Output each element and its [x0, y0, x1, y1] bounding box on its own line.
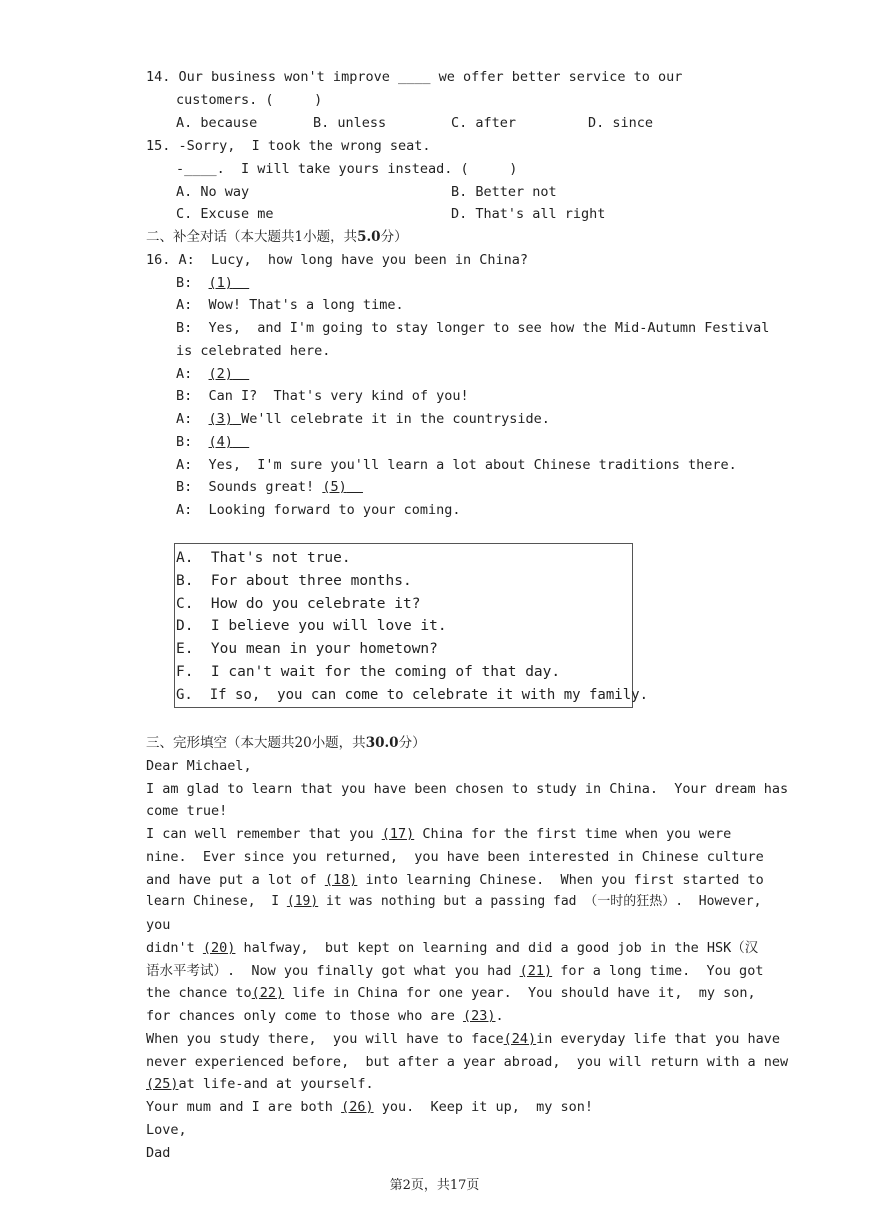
- blank-1: (1): [208, 275, 233, 291]
- q14-line2: customers. ( ): [176, 92, 323, 108]
- letter-line-3: I can well remember that you (17) China for the first time when you were: [146, 826, 732, 842]
- section2-heading: 二、补全对话（本大题共1小题，共5.0分）: [146, 229, 408, 245]
- dialogue-line-a2: A: Wow! That's a long time.: [176, 297, 404, 313]
- letter-line-14: (25)at life-and at yourself.: [146, 1076, 374, 1092]
- q15-line1: 15. -Sorry, I took the wrong seat.: [146, 138, 431, 154]
- blank-19: (19): [286, 894, 319, 909]
- option-f: F. I can't wait for the coming of that day.: [176, 664, 561, 680]
- letter-signature: Dad: [146, 1145, 171, 1161]
- letter-line-12: When you study there, you will have to face(24)in everyday life that you have: [146, 1031, 780, 1047]
- letter-line-11: for chances only come to those who are (23).: [146, 1008, 504, 1024]
- blank-20: (20): [202, 940, 236, 956]
- letter-closing: Love,: [146, 1122, 187, 1138]
- q14-option-b: B. unless: [313, 115, 387, 131]
- dialogue-line-a3: A: (2): [176, 366, 233, 382]
- q15-line2: -____. I will take yours instead. ( ): [176, 161, 518, 177]
- letter-greeting: Dear Michael,: [146, 758, 252, 774]
- dialogue-line-b1: B: (1): [176, 275, 233, 291]
- dialogue-line-a6: A: Looking forward to your coming.: [176, 502, 461, 518]
- letter-line-7: you: [146, 917, 171, 933]
- dialogue-line-b2a: B: Yes, and I'm going to stay longer to see how the Mid-Autumn Festival: [176, 320, 770, 336]
- dialogue-line-b4: B: (4): [176, 434, 233, 450]
- letter-line-15: Your mum and I are both (26) you. Keep it up, my son!: [146, 1099, 594, 1115]
- blank-17: (17): [381, 826, 415, 842]
- dialogue-line-b2b: is celebrated here.: [176, 343, 331, 359]
- option-g: G. If so, you can come to celebrate it with my family.: [176, 687, 649, 703]
- letter-line-13: never experienced before, but after a year abroad, you will return with a new: [146, 1054, 789, 1070]
- letter-line-1: I am glad to learn that you have been chosen to study in China. Your dream has: [146, 781, 789, 797]
- letter-line-9: 语水平考试）. Now you finally got what you had (21) for a long time. You got: [146, 963, 764, 979]
- option-a: A. That's not true.: [176, 550, 351, 566]
- blank-22: (22): [251, 985, 285, 1001]
- letter-line-4: nine. Ever since you returned, you have been interested in Chinese culture: [146, 849, 764, 865]
- blank-25: (25): [146, 1076, 179, 1092]
- blank-21: (21): [519, 963, 553, 979]
- option-d: D. I believe you will love it.: [176, 618, 447, 634]
- letter-line-5: and have put a lot of (18) into learning Chinese. When you first started to: [146, 872, 764, 888]
- q15-option-a: A. No way: [176, 184, 250, 200]
- option-b: B. For about three months.: [176, 573, 412, 589]
- blank-4: (4): [208, 434, 233, 450]
- letter-line-8: didn't (20) halfway, but kept on learning and did a good job in the HSK（汉: [146, 940, 759, 956]
- blank-3: (3): [208, 411, 233, 427]
- option-e: E. You mean in your hometown?: [176, 641, 438, 657]
- q14-option-a: A. because: [176, 115, 258, 131]
- q14-line1: 14. Our business won't improve ____ we offer better service to our: [146, 69, 683, 85]
- q15-option-c: C. Excuse me: [176, 206, 274, 222]
- q14-option-c: C. after: [451, 115, 517, 131]
- letter-line-10: the chance to(22) life in China for one year. You should have it, my son,: [146, 985, 756, 1001]
- blank-2: (2): [208, 366, 233, 382]
- q15-option-d: D. That's all right: [451, 206, 606, 222]
- dialogue-line-b5: B: Sounds great! (5): [176, 479, 347, 495]
- blank-24: (24): [503, 1031, 537, 1047]
- letter-line-2: come true!: [146, 803, 228, 819]
- dialogue-line-b3: B: Can I? That's very kind of you!: [176, 388, 469, 404]
- options-box: [174, 543, 649, 708]
- q14-option-d: D. since: [588, 115, 654, 131]
- section3-heading: 三、完形填空（本大题共20小题，共30.0分）: [146, 735, 426, 751]
- blank-23: (23): [462, 1008, 496, 1024]
- dialogue-line-a4: A: (3) We'll celebrate it in the countryside.: [176, 411, 550, 427]
- blank-5: (5): [322, 479, 347, 495]
- option-c: C. How do you celebrate it?: [176, 596, 421, 612]
- blank-26: (26): [341, 1099, 374, 1115]
- page-footer: 第2页，共17页: [389, 1178, 480, 1193]
- blank-18: (18): [324, 872, 358, 888]
- letter-line-6: learn Chinese, I (19) it was nothing but a passing fad （一时的狂热）. However,: [146, 894, 762, 909]
- dialogue-line-1: 16. A: Lucy, how long have you been in China?: [146, 252, 529, 268]
- dialogue-line-a5: A: Yes, I'm sure you'll learn a lot about Chinese traditions there.: [176, 457, 737, 473]
- q15-option-b: B. Better not: [451, 184, 557, 200]
